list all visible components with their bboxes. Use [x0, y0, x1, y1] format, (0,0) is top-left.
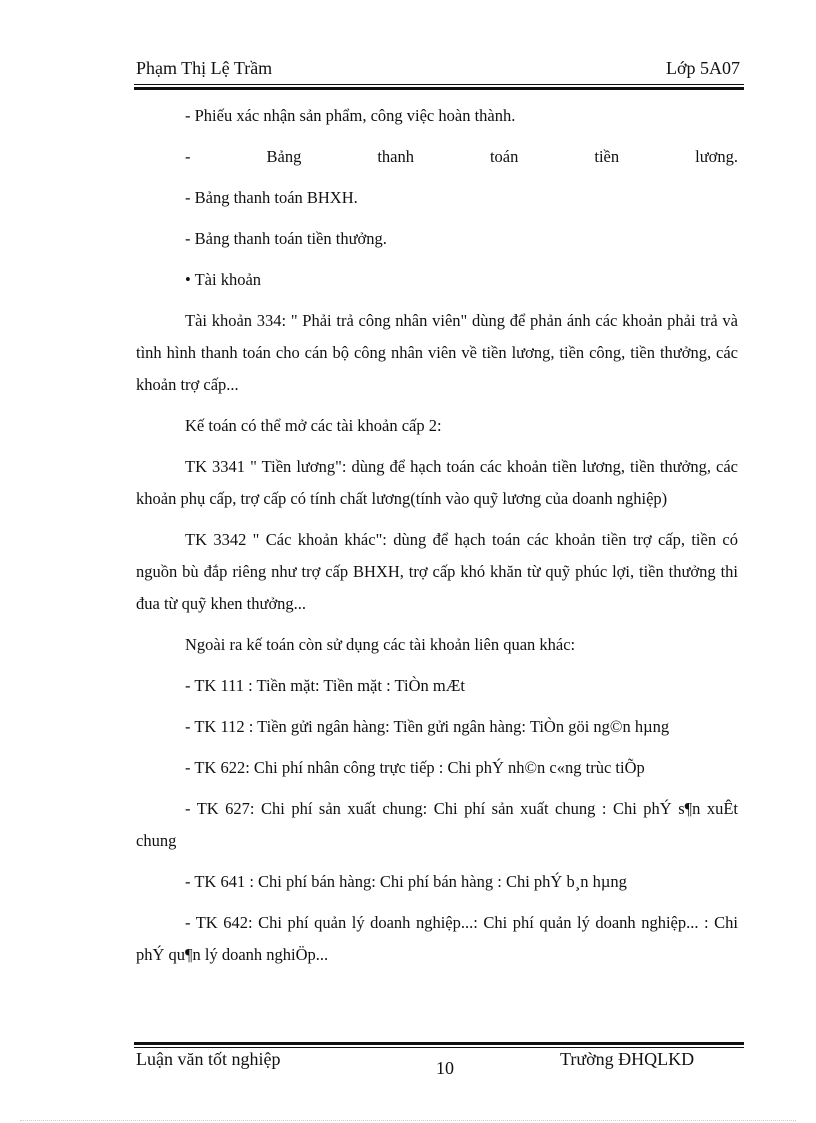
paragraph-10: Ngoài ra kế toán còn sử dụng các tài khoản liên quan khác: [185, 635, 576, 654]
paragraph-8: TK 3341 " Tiền lương": dùng để hạch toán các khoản tiền lương, tiền thưởng, các khoản phụ cấp, trợ cấp có tính chất lương(tính vào quỹ lương của doanh nghiệp) [136, 457, 738, 508]
header-rule-thin [134, 84, 744, 85]
paragraph-3: - Bảng thanh toán BHXH. [185, 188, 358, 207]
header-author: Phạm Thị Lệ Trầm [136, 58, 273, 78]
footer-rule-thick [134, 1042, 744, 1045]
page-bottom-border [20, 1120, 796, 1121]
footer-thesis-label: Luận văn tốt nghiệp [136, 1049, 281, 1069]
paragraph-6: Tài khoản 334: " Phải trả công nhân viên" dùng để phản ánh các khoản phải trả và tình hình thanh toán cho cán bộ công nhân viên về tiền lương, tiền công, tiền thưởng, các khoản trợ cấp... [136, 311, 738, 394]
page-header [136, 58, 742, 80]
paragraph-12: - TK 112 : Tiền gửi ngân hàng: Tiền gửi ngân hàng: TiÒn göi ng©n hµng [185, 717, 670, 736]
paragraph-1: - Phiếu xác nhận sản phẩm, công việc hoàn thành. [185, 106, 516, 125]
paragraph-2: - Bảng thanh toán tiền lương. [185, 147, 738, 166]
header-rule-thick [134, 87, 744, 90]
footer-school: Trường ĐHQLKD [560, 1049, 695, 1069]
paragraph-15: - TK 641 : Chi phí bán hàng: Chi phí bán hàng : Chi phÝ b¸n hµng [185, 872, 627, 891]
page-number: 10 [436, 1058, 454, 1078]
footer-rule-thin [134, 1047, 744, 1048]
paragraph-13: - TK 622: Chi phí nhân công trực tiếp : Chi phÝ nh©n c«ng trùc tiÕp [185, 758, 645, 777]
paragraph-11: - TK 111 : Tiền mặt: Tiền mặt : TiÒn mÆt [185, 676, 465, 695]
paragraph-9: TK 3342 " Các khoản khác": dùng để hạch toán các khoản tiền trợ cấp, tiền có nguồn bù đắp riêng như trợ cấp BHXH, trợ cấp khó khăn từ quỹ phúc lợi, tiền thưởng thi đua từ quỹ khen thưởng... [136, 530, 738, 613]
paragraph-7: Kế toán có thể mở các tài khoản cấp 2: [185, 416, 442, 435]
paragraph-14: - TK 627: Chi phí sản xuất chung: Chi phí sản xuất chung : Chi phÝ s¶n xuÊt chung [136, 799, 738, 850]
paragraph-4: - Bảng thanh toán tiền thưởng. [185, 229, 387, 248]
body-text [136, 100, 738, 971]
paragraph-16: - TK 642: Chi phí quản lý doanh nghiệp...: Chi phí quản lý doanh nghiệp... : Chi phÝ qu¶n lý doanh nghiÖp... [136, 913, 738, 964]
header-class: Lớp 5A07 [665, 58, 740, 78]
paragraph-5: • Tài khoản [185, 270, 262, 289]
